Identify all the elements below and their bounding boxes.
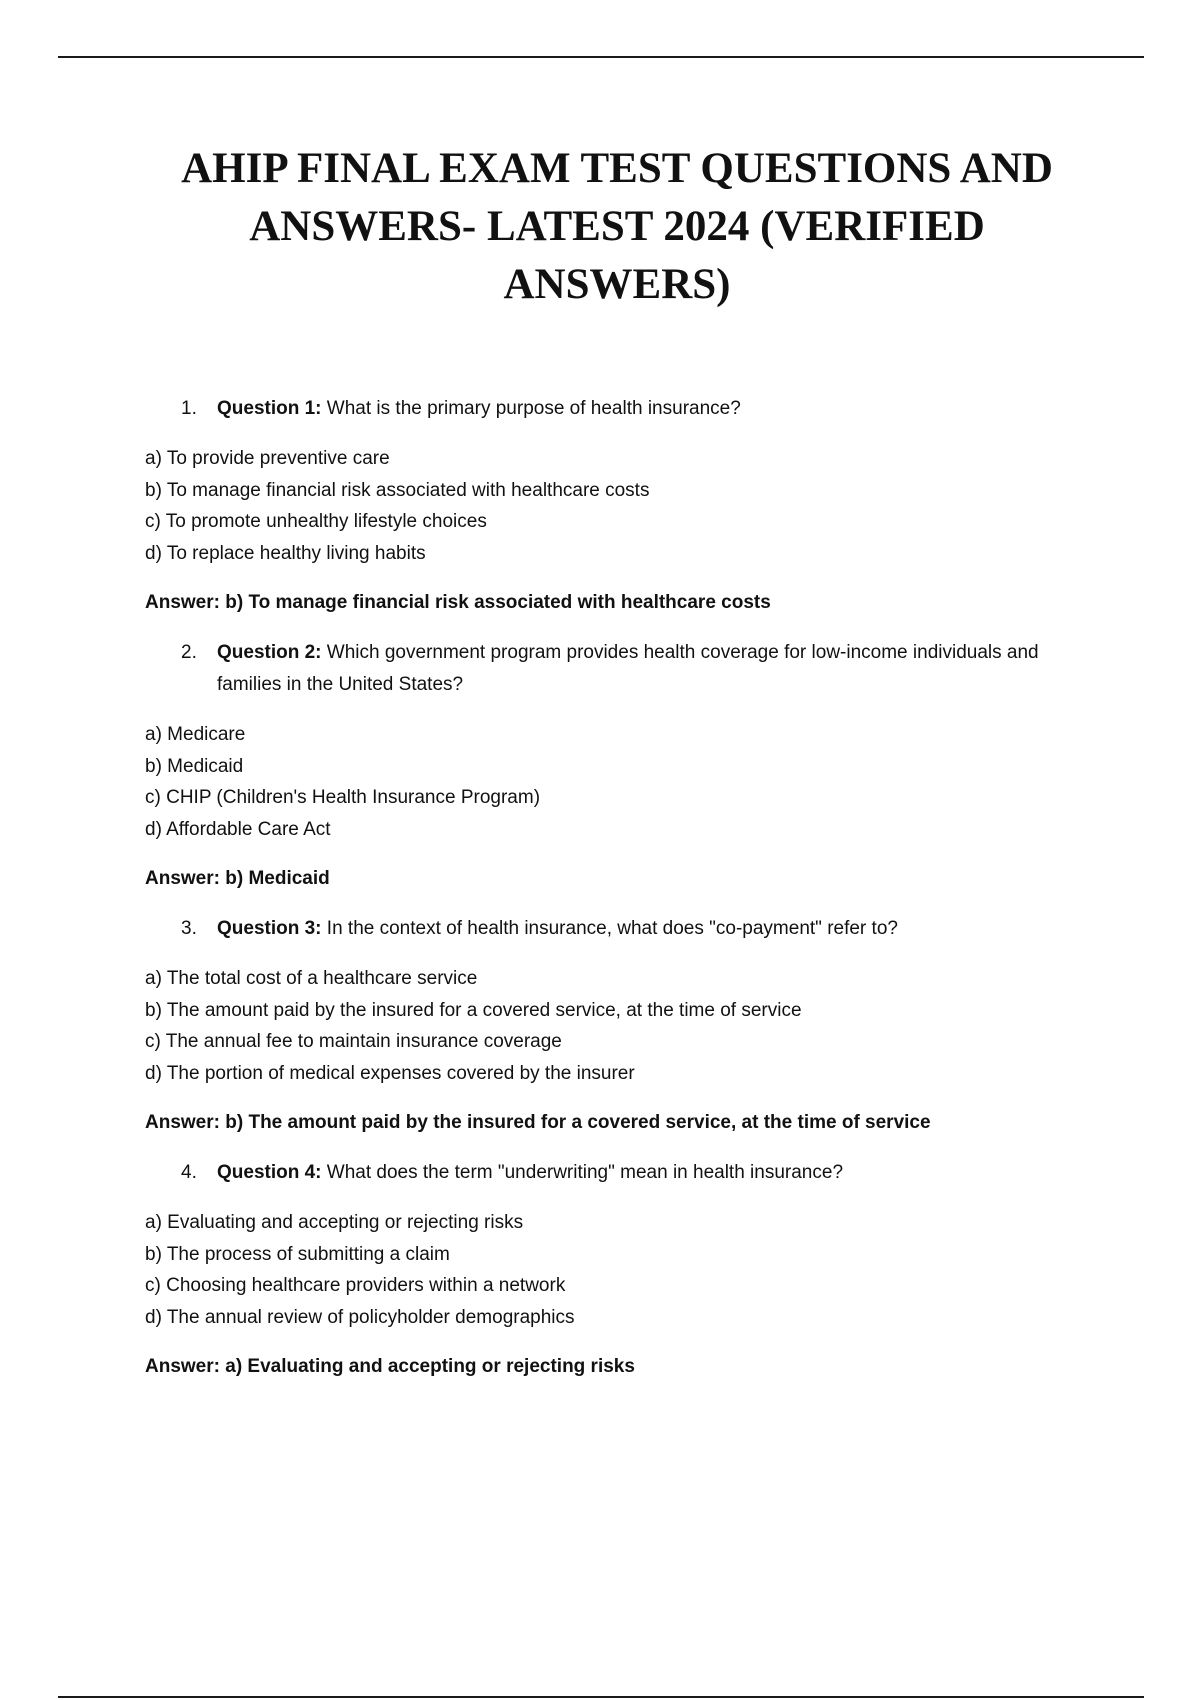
question-text: In the context of health insurance, what does "co-payment" refer to? [326, 918, 898, 939]
question-block [145, 637, 1075, 895]
bottom-rule [58, 1696, 1144, 1698]
answer-label: Answer: [145, 592, 220, 613]
question-label: Question 1: [217, 398, 322, 419]
question [145, 1157, 1075, 1189]
answer-label: Answer: [145, 1112, 220, 1133]
question [145, 913, 1075, 945]
option-item: b) Medicaid [145, 755, 244, 777]
question-text: What does the term "underwriting" mean in health insurance? [326, 1162, 844, 1183]
answer-label: Answer: [145, 1356, 220, 1377]
answer [145, 1351, 1075, 1383]
title-line: ANSWERS) [503, 261, 731, 308]
question-text: What is the primary purpose of health insurance? [326, 398, 741, 419]
answer-text: b) To manage financial risk associated with healthcare costs [225, 592, 771, 613]
answer [145, 863, 1075, 895]
question [145, 393, 1075, 425]
question-block [145, 393, 1075, 619]
option-item: b) The amount paid by the insured for a covered service, at the time of service [145, 999, 802, 1021]
answer-text: b) The amount paid by the insured for a covered service, at the time of service [225, 1112, 931, 1133]
question-number: 1. [181, 398, 197, 419]
option-item: c) Choosing healthcare providers within a network [145, 1275, 566, 1296]
option-item: d) The portion of medical expenses covered by the insurer [145, 1062, 635, 1084]
option-item: b) The process of submitting a claim [145, 1243, 450, 1265]
option-item: d) Affordable Care Act [145, 818, 331, 840]
title-line: AHIP FINAL EXAM TEST QUESTIONS AND [181, 145, 1053, 192]
question-list [145, 393, 1075, 1401]
option-item: a) Evaluating and accepting or rejecting risks [145, 1212, 524, 1233]
question-block [145, 1157, 1075, 1383]
option-item: a) Medicare [145, 724, 246, 745]
answer-text: b) Medicaid [225, 868, 330, 889]
option-item: b) To manage financial risk associated with healthcare costs [145, 479, 650, 501]
question-body [217, 913, 1075, 945]
question-body [217, 1157, 1075, 1189]
question-label: Question 2: [217, 642, 322, 663]
option-item: c) The annual fee to maintain insurance coverage [145, 1031, 562, 1052]
option-list [145, 1207, 1075, 1333]
option-list [145, 443, 1075, 569]
answer [145, 587, 1075, 619]
answer-label: Answer: [145, 868, 220, 889]
top-rule [58, 56, 1144, 58]
title-line: ANSWERS- LATEST 2024 (VERIFIED [249, 203, 985, 250]
option-item: a) The total cost of a healthcare service [145, 968, 478, 989]
answer-text: a) Evaluating and accepting or rejecting risks [225, 1356, 635, 1377]
option-item: d) The annual review of policyholder demographics [145, 1306, 575, 1328]
option-item: c) To promote unhealthy lifestyle choices [145, 511, 487, 532]
page-title [120, 140, 1114, 314]
option-item: d) To replace healthy living habits [145, 542, 426, 564]
question-label: Question 3: [217, 918, 322, 939]
option-item: a) To provide preventive care [145, 448, 390, 469]
question-number: 4. [181, 1162, 197, 1183]
question-body [217, 393, 1075, 425]
question-block [145, 913, 1075, 1139]
question-text: Which government program provides health coverage for low-income individuals and families in the United States? [217, 642, 1039, 695]
question-number: 3. [181, 918, 197, 939]
option-list [145, 719, 1075, 845]
option-item: c) CHIP (Children's Health Insurance Program) [145, 787, 541, 808]
question-number: 2. [181, 642, 197, 663]
option-list [145, 963, 1075, 1089]
question [145, 637, 1075, 701]
answer [145, 1107, 1075, 1139]
question-label: Question 4: [217, 1162, 322, 1183]
question-body [217, 637, 1075, 701]
